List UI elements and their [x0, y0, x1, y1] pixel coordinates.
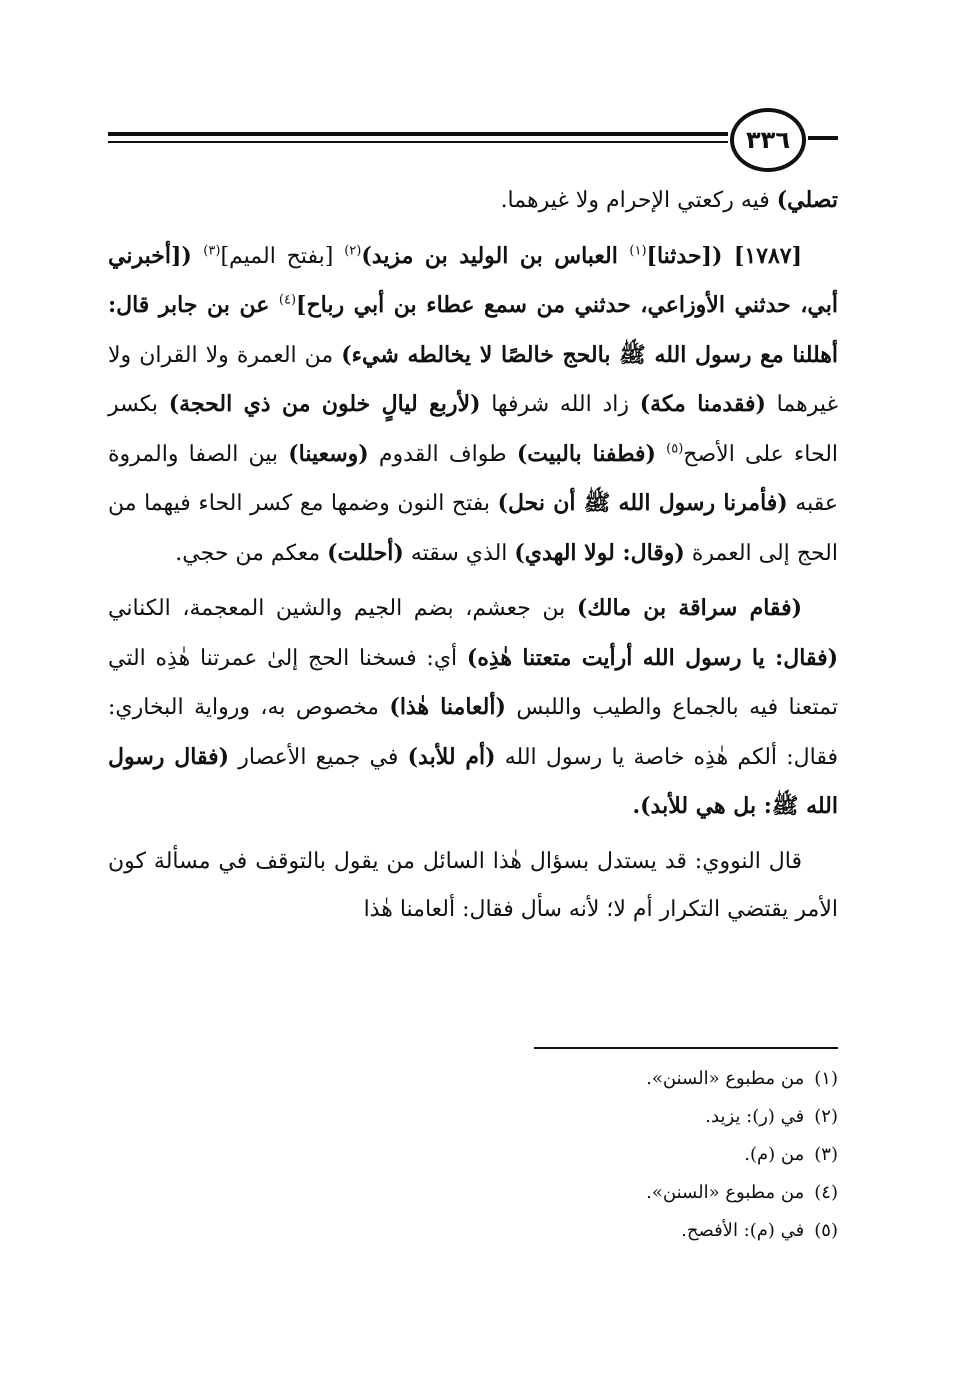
- page-number-badge: [730, 108, 806, 172]
- text-bold: (فقال رسول الله ﷺ: بل هي للأبد).: [108, 743, 838, 819]
- page-number: ٣٣٦: [746, 126, 790, 154]
- footnote-number: (٥): [814, 1220, 838, 1241]
- footnote-text: في (ر): يزيد.: [705, 1106, 805, 1127]
- main-text: [108, 176, 838, 935]
- text-bold: [١٧٨٧] ([حدثنا]: [646, 242, 802, 269]
- footnote-text: من (م).: [744, 1144, 805, 1165]
- paragraph-hadith-1787: [108, 232, 838, 579]
- footnote-number: (٤): [814, 1182, 838, 1203]
- text-bold: العباس بن الوليد بن مزيد): [361, 242, 630, 269]
- text-bold: عن بن جابر قال: أهللنا مع رسول الله ﷺ بالحج خالصًا لا يخالطه شيء): [108, 292, 838, 368]
- text-plain: بفتح النون وضمها مع كسر الحاء فيهما من الحج إلى العمرة: [108, 491, 838, 566]
- text-bold: (أحللت): [327, 539, 404, 566]
- footnote-2: [108, 1098, 838, 1136]
- text-plain: أي: فسخنا الحج إلىٰ عمرتنا هٰذِه التي تمتعنا فيه بالجماع والطيب واللبس: [108, 645, 838, 720]
- header-rule-right: [808, 136, 838, 140]
- paragraph-suraqa: [108, 584, 838, 832]
- footnote-number: (٢): [814, 1106, 838, 1127]
- footnote-ref-2[interactable]: (٢): [344, 243, 362, 259]
- page-header: [108, 108, 838, 170]
- text-plain: مخصوص به، ورواية البخاري: فقال: ألكم هٰذِه خاصة يا رسول الله: [108, 695, 838, 770]
- footnote-number: (٣): [814, 1144, 838, 1165]
- text-plain: قال النووي: قد يستدل بسؤال هٰذا السائل من يقول بالتوقف في مسألة كون الأمر يقتضي التكرار أم لا؛ لأنه سأل فقال: ألعامنا هٰذا: [108, 848, 838, 922]
- text-plain: زاد الله شرفها: [480, 392, 640, 417]
- text-bold: ([أخبرني أبي، حدثني الأوزاعي، حدثني من سمع عطاء بن أبي رباح]: [108, 242, 838, 318]
- footnote-ref-1[interactable]: (١): [629, 243, 647, 259]
- text-plain: بن جعشم، بضم الجيم والشين المعجمة، الكناني: [108, 596, 577, 621]
- text-plain: بين الصفا والمروة عقبه: [108, 441, 838, 516]
- text-plain: فيه ركعتي الإحرام ولا غيرهما.: [500, 188, 777, 213]
- text-bold: تصلي): [776, 187, 838, 213]
- text-plain: معكم من حجي.: [175, 540, 328, 566]
- footnote-5: [108, 1212, 838, 1250]
- text-plain: طواف القدوم: [368, 441, 517, 467]
- header-rule-thick: [108, 132, 728, 136]
- footnote-ref-3[interactable]: (٣): [203, 243, 221, 259]
- footnote-text: في (م): الأفصح.: [681, 1220, 805, 1241]
- footnote-4: [108, 1174, 838, 1212]
- text-bold: (فأمرنا رسول الله ﷺ أن نحل): [497, 490, 788, 516]
- text-plain: من العمرة ولا القران ولا غيرهما: [108, 342, 838, 417]
- text-line-1: [108, 176, 838, 226]
- text-bold: (وسعينا): [288, 440, 369, 467]
- text-bold: (فطفنا بالبيت): [516, 440, 656, 467]
- footnote-1: [108, 1060, 838, 1098]
- text-plain: [656, 442, 666, 467]
- footnote-ref-5[interactable]: (٥): [666, 441, 684, 457]
- text-bold: (وقال: لولا الهدي): [514, 539, 685, 566]
- text-bold: (ألعامنا هٰذا): [389, 694, 506, 720]
- text-plain: [بفتح الميم]: [220, 243, 345, 269]
- footnotes: [108, 1060, 838, 1250]
- text-plain: الذي سقته: [403, 540, 515, 566]
- text-bold: (أم للأبد): [407, 743, 496, 770]
- header-rule-thin: [108, 141, 728, 143]
- text-bold: (فقام سراقة بن مالك): [576, 595, 802, 621]
- text-bold: (فقدمنا مكة): [639, 391, 766, 417]
- footnote-text: من مطبوع «السنن».: [646, 1068, 805, 1089]
- footnote-text: من مطبوع «السنن».: [646, 1182, 805, 1203]
- text-bold: (فقال: يا رسول الله أرأيت متعتنا هٰذِه): [466, 644, 839, 671]
- text-plain: بكسر الحاء على الأصح: [108, 392, 839, 467]
- paragraph-nawawi: [108, 838, 838, 935]
- footnote-3: [108, 1136, 838, 1174]
- text-plain: في جميع الأعصار: [229, 744, 408, 770]
- footnote-separator: [534, 1047, 838, 1049]
- footnote-ref-4[interactable]: (٤): [278, 292, 297, 308]
- footnote-number: (١): [814, 1068, 838, 1089]
- text-bold: (لأربع ليالٍ خلون من ذي الحجة): [168, 391, 481, 417]
